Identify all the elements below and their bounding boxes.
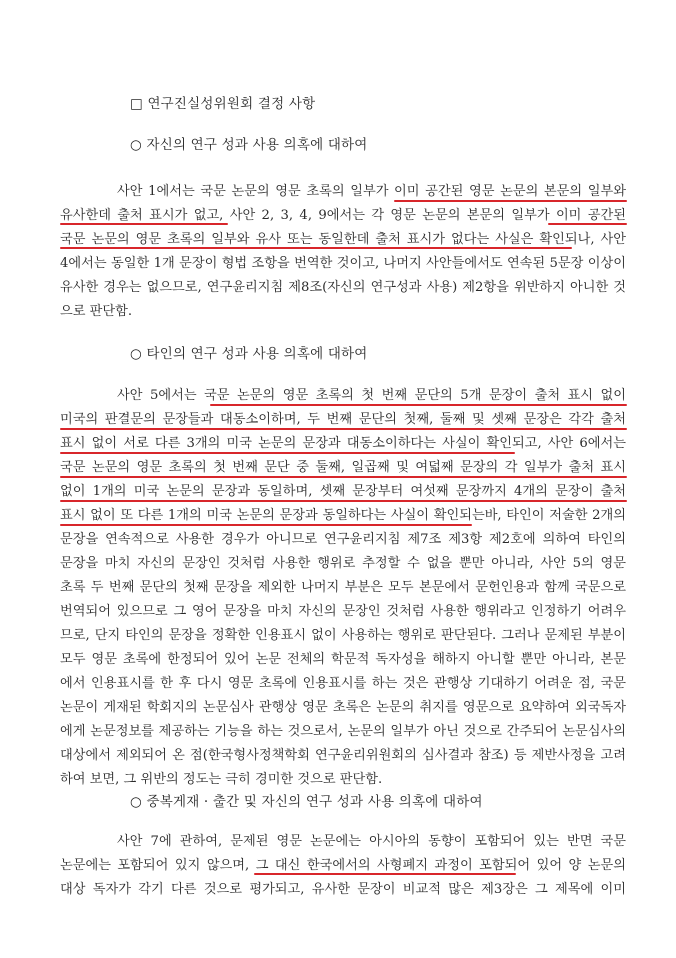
duplicate-publication-heading: ○ 중복게재 · 출간 및 자신의 연구 성과 사용 의혹에 대하여 (130, 794, 483, 810)
red-underline (210, 404, 627, 406)
paragraph-others-results (60, 384, 626, 792)
own-results-heading: ○ 자신의 연구 성과 사용 의혹에 대하여 (130, 137, 368, 153)
text-line: 국문 논문의 영문 초록의 일부와 유사 또는 동일한데 출처 표시가 없다는 사실은 확인되나, 사안 (60, 232, 626, 247)
text-line: 하여 보면, 그 위반의 정도는 극히 경미한 것으로 판단함. (60, 772, 383, 787)
text-line: 므로, 단지 타인의 문장을 정확한 인용표시 없이 사용하는 행위로 판단된다. 그러나 문제된 부분이 (60, 628, 626, 643)
text-line: 문장을 마치 자신의 문장인 것처럼 사용한 행위로 추정할 수 없을 뿐만 아니라, 사안 5의 영문 (60, 556, 626, 571)
text-line: 초록 두 번째 문단의 첫째 문장을 제외한 나머지 부분은 모두 본문에서 문헌인용과 함께 국문으로 (60, 580, 626, 595)
text-line: 에서 인용표시를 한 후 다시 영문 초록에 인용표시를 하는 것은 관행상 기대하기 어려운 점, 국문 (60, 676, 626, 691)
text-line: 표시 없이 또 다른 1개의 미국 논문의 문장과 동일하다는 사실이 확인되는바, 타인이 저술한 2개의 (60, 508, 626, 523)
red-underline (60, 247, 572, 249)
text-line: 번역되어 있으므로 그 영어 문장을 마치 자신의 문장인 것처럼 사용한 행위라고 인정하기 어려우 (60, 604, 626, 619)
text-line: 에게 논문정보를 제공하는 기능을 하는 것으로서, 논문의 일부가 아닌 것으로 간주되어 논문심사의 (60, 724, 626, 739)
text-line: 대상에서 제외되어 온 점(한국형사정책학회 연구윤리위원회의 심사결과 참조) 등 제반사정을 고려 (60, 748, 626, 763)
red-underline (60, 428, 627, 430)
red-underline (254, 873, 516, 875)
others-results-heading: ○ 타인의 연구 성과 사용 의혹에 대하여 (130, 346, 368, 362)
red-underline (60, 524, 472, 526)
committee-decision-heading: □ 연구진실성위원회 결정 사항 (130, 96, 316, 112)
text-line: 유사한데 출처 표시가 없고, 사안 2, 3, 4, 9에서는 각 영문 논문의 본문의 일부가 이미 공간된 (60, 208, 626, 223)
paragraph-duplicate (60, 830, 626, 902)
text-line: 으로 판단함. (60, 304, 133, 319)
text-line: 논문에는 포함되어 있지 않으며, 그 대신 한국에서의 사형폐지 과정이 포함되어 있어 양 논문의 (60, 858, 626, 873)
text-line: 사안 5에서는 국문 논문의 영문 초록의 첫 번째 문단의 5개 문장이 출처 표시 없이 (117, 388, 626, 403)
text-line: 유사한 경우는 없으므로, 연구윤리지침 제8조(자신의 연구성과 사용) 제2항을 위반하지 아니한 것 (60, 280, 626, 295)
text-line: 논문이 게재된 학회지의 논문심사 관행상 영문 초록은 논문의 취지를 영문으로 요약하여 외국독자 (60, 700, 626, 715)
red-underline (60, 500, 627, 502)
text-line: 사안 1에서는 국문 논문의 영문 초록의 일부가 이미 공간된 영문 논문의 본문의 일부와 (117, 184, 626, 199)
red-underline (60, 476, 627, 478)
red-underline (60, 452, 515, 454)
text-line: 국문 논문의 영문 초록의 첫 번째 문단 중 둘째, 일곱째 및 여덟째 문장의 각 일부가 출처 표시 (60, 460, 626, 475)
text-line: 없이 1개의 미국 논문의 문장과 동일하며, 셋째 문장부터 여섯째 문장까지 4개의 문장이 출처 (60, 484, 626, 499)
text-line: 모두 영문 초록에 한정되어 있어 논문 전체의 학문적 독자성을 해하지 아니할 뿐만 아니라, 본문 (60, 652, 626, 667)
text-line: 대상 독자가 각기 다른 것으로 평가되고, 유사한 문장이 비교적 많은 제3장은 그 제목에 이미 (60, 882, 626, 897)
red-underline (60, 223, 228, 225)
text-line: 문장을 연속적으로 사용한 경우가 아니므로 연구윤리지침 제7조 제3항 제2호에 의하여 타인의 (60, 532, 626, 547)
red-underline (548, 223, 627, 225)
red-underline (394, 200, 627, 202)
text-line: 미국의 판결문의 문장들과 대동소이하며, 두 번째 문단의 첫째, 둘째 및 셋째 문장은 각각 출처 (60, 412, 626, 427)
text-line: 4에서는 동일한 1개 문장이 형법 조항을 번역한 것이고, 나머지 사안들에서도 연속된 5문장 이상이 (60, 256, 626, 271)
text-line: 사안 7에 관하여, 문제된 영문 논문에는 아시아의 동향이 포함되어 있는 반면 국문 (117, 834, 626, 849)
text-line: 표시 없이 서로 다른 3개의 미국 논문의 문장과 대동소이하다는 사실이 확인되고, 사안 6에서는 (60, 436, 626, 451)
